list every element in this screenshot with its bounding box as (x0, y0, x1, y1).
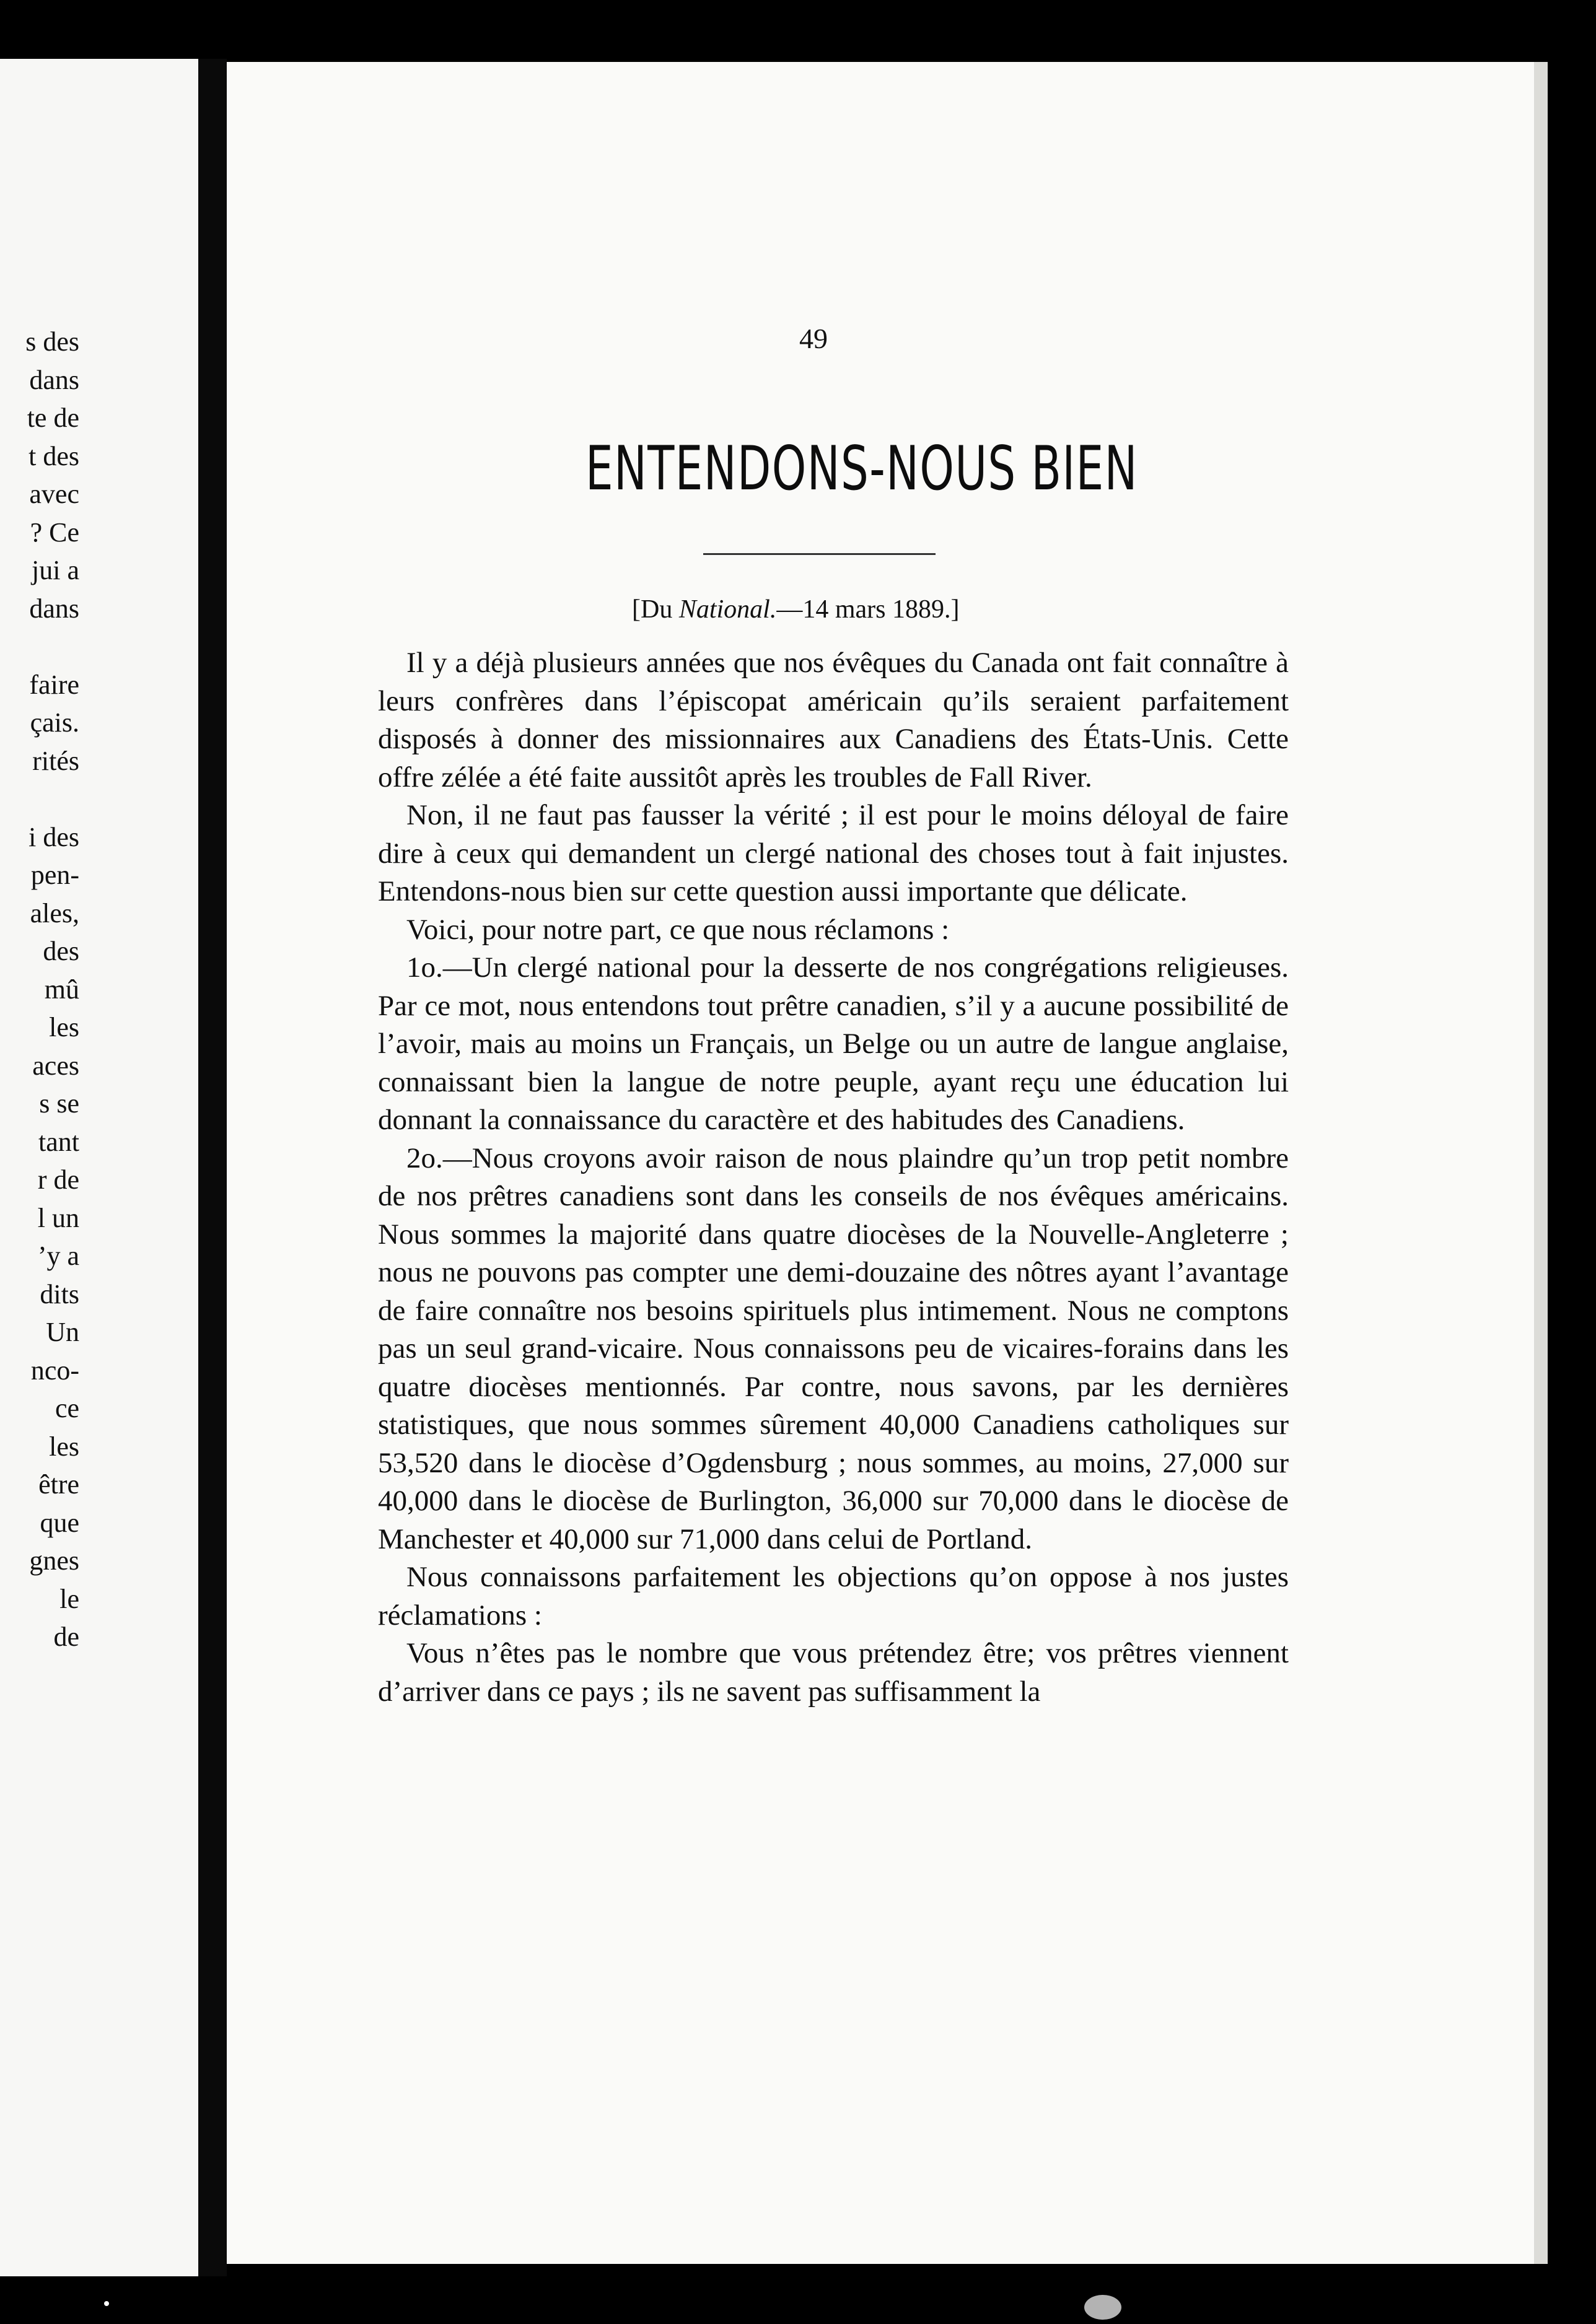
left-page-line: ce (55, 1393, 79, 1423)
left-page-line: s des (25, 326, 79, 357)
paragraph: 1o.—Un clergé national pour la desserte de nos congrégations religieuses. Par ce mot, nous entendons tout prêtre canadien, s’il y a aucune possibilité de l’avoir, mais au moins un Français, un Belge ou un autre de langue anglaise, connaissant bien la langue de notre peuple, ayant reçu une éducation lui donnant la connaissance du caractère et des habitudes des Canadiens. (378, 951, 1289, 1136)
left-page-line: mû (44, 974, 79, 1005)
source-prefix: [Du (632, 595, 679, 624)
left-page-line: être (38, 1469, 79, 1500)
left-page-line: r de (37, 1164, 79, 1195)
left-page-line: nco- (30, 1355, 79, 1386)
left-page-line: faire (29, 669, 79, 700)
scan-speck (1084, 2295, 1121, 2320)
left-page-line: çais. (30, 707, 79, 738)
left-page-line: les (49, 1012, 79, 1042)
left-page-line: t des (28, 440, 79, 471)
left-page-line: s se (39, 1088, 79, 1119)
source-line (632, 595, 960, 624)
left-page-line: Un (46, 1317, 79, 1347)
left-page-line: ’y a (37, 1241, 79, 1271)
title-rule (703, 553, 936, 555)
left-page-line: te de (27, 403, 79, 433)
left-page-line: l un (37, 1202, 79, 1233)
left-page-line: le (59, 1583, 79, 1614)
left-page-line: i des (28, 821, 79, 852)
paragraph: Voici, pour notre part, ce que nous réclamons : (406, 913, 950, 946)
page-edge (1534, 62, 1548, 2264)
left-page-line: les (49, 1431, 79, 1462)
left-page-line: que (40, 1507, 79, 1538)
left-page-line: de (53, 1622, 79, 1652)
article-body (378, 644, 1289, 1711)
page-number: 49 (799, 323, 828, 354)
book-gutter (198, 59, 227, 2276)
left-page-line: ? Ce (30, 517, 79, 548)
left-page-line: jui a (32, 555, 79, 585)
paragraph: Il y a déjà plusieurs années que nos évêques du Canada ont fait connaître à leurs confrères dans l’épiscopat américain qu’ils seraient parfaitement disposés à donner des missionnaires aux Canadiens des États-Unis. Cette offre zélée a été faite aussitôt après les troubles de Fall River. (378, 647, 1289, 793)
left-facing-page (0, 59, 198, 2276)
left-page-line: dans (29, 364, 79, 395)
paragraph: Non, il ne faut pas fausser la vérité ; il est pour le moins déloyal de faire dire à ceux qui demandent un clergé national des choses tout à fait injustes. Entendons-nous bien sur cette question aussi importante que délicate. (378, 799, 1289, 907)
left-page-line: rités (32, 745, 79, 776)
article-title: ENTENDONS-NOUS BIEN (585, 434, 1138, 504)
left-page-line: avec (29, 479, 79, 509)
left-page-line: ales, (30, 898, 79, 928)
paragraph: 2o.—Nous croyons avoir raison de nous plaindre qu’un trop petit nombre de nos prêtres canadiens sont dans les conseils de nos évêques américains. Nous sommes la majorité dans quatre diocèses de la Nouvelle-Angleterre ; nous ne pouvons pas compter une demi-douzaine des nôtres ayant l’avantage de faire connaître nos besoins spirituels plus intimement. Nous ne comptons pas un seul grand-vicaire. Nous connaissons peu de vicaires-forains dans les quatre diocèses mentionnés. Par contre, nous savons, par les dernières statistiques, que nous sommes sûrement 40,000 Canadiens catholiques sur 53,520 dans le diocèse d’Ogdensburg ; nous sommes, au moins, 27,000 sur 40,000 dans le diocèse de Burlington, 36,000 sur 70,000 dans le diocèse de Manchester et 40,000 sur 71,000 dans celui de Portland. (378, 1142, 1289, 1555)
source-date: —14 mars 1889.] (776, 595, 960, 624)
left-page-line: dans (29, 593, 79, 624)
left-page-line: pen- (30, 860, 79, 890)
source-newspaper: National. (678, 595, 777, 624)
left-page-line: gnes (29, 1545, 79, 1576)
left-page-line: aces (32, 1050, 79, 1081)
left-page-line: dits (40, 1278, 79, 1309)
left-page-line: des (43, 936, 79, 966)
paragraph: Vous n’êtes pas le nombre que vous prétendez être; vos prêtres viennent d’arriver dans ce pays ; ils ne savent pas suffisamment la (378, 1637, 1289, 1708)
scan-speck (104, 2301, 109, 2306)
paragraph: Nous connaissons parfaitement les objections qu’on oppose à nos justes réclamations : (378, 1561, 1289, 1632)
left-page-line: tant (38, 1126, 79, 1157)
